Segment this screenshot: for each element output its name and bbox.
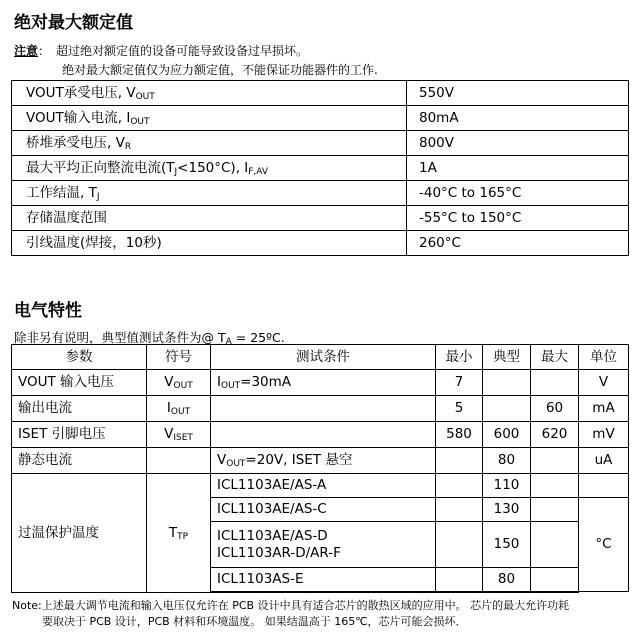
absolute-max-table: [11, 80, 629, 256]
param-cell: 桥堆承受电压, $V_R$: [12, 131, 407, 156]
symbol-cell: [147, 448, 211, 474]
section-title-absolute-max: 绝对最大额定值: [14, 13, 133, 33]
param-cell: VOUT承受电压, $V_{OUT}$: [12, 81, 407, 106]
note-text-1: 超过绝对额定值的设备可能导致设备过早损坏。: [56, 44, 309, 58]
value-cell: 1A: [407, 156, 629, 181]
param-cell: VOUT 输入电压: [12, 370, 147, 396]
unit-cell: °C: [579, 498, 629, 592]
table-row-overtemp: [12, 474, 629, 498]
intro-sub: A: [225, 337, 232, 347]
unit-cell: mV: [579, 422, 629, 448]
note-separator: ：: [38, 44, 51, 58]
table-row: [12, 156, 629, 181]
table-row: [12, 206, 629, 231]
max-cell: 620: [531, 422, 579, 448]
condition-cell: ICL1103AS-E: [211, 568, 436, 592]
param-cell: 过温保护温度: [12, 474, 147, 593]
param-cell: 引线温度(焊接，10秒): [12, 231, 407, 256]
min-cell: 7: [436, 370, 483, 396]
min-cell: [436, 568, 483, 592]
typ-cell: 150: [483, 522, 531, 568]
section-title-electrical: 电气特性: [14, 301, 82, 321]
header-max: 最大: [531, 345, 579, 370]
unit-cell: V: [579, 370, 629, 396]
header-param: 参数: [12, 345, 147, 370]
note-line-1: [14, 42, 308, 59]
typ-cell: 600: [483, 422, 531, 448]
max-cell: [531, 474, 579, 498]
value-cell: -40°C to 165°C: [407, 181, 629, 206]
max-cell: [531, 498, 579, 522]
table-row: [12, 448, 629, 474]
header-symbol: 符号: [147, 345, 211, 370]
value-cell: 80mA: [407, 106, 629, 131]
intro-text: 除非另有说明，典型值测试条件为@ T: [14, 330, 226, 345]
min-cell: [436, 448, 483, 474]
symbol-cell: $T_{TP}$: [147, 474, 211, 593]
unit-cell: uA: [579, 448, 629, 474]
min-cell: 580: [436, 422, 483, 448]
max-cell: [531, 370, 579, 396]
param-cell: VOUT输入电流, $I_{OUT}$: [12, 106, 407, 131]
unit-cell: mA: [579, 396, 629, 422]
value-cell: 260°C: [407, 231, 629, 256]
min-cell: 5: [436, 396, 483, 422]
typ-cell: 110: [483, 474, 531, 498]
header-min: 最小: [436, 345, 483, 370]
symbol-cell: $V_{ISET}$: [147, 422, 211, 448]
max-cell: [531, 522, 579, 568]
table-row: [12, 370, 629, 396]
typ-cell: 80: [483, 568, 531, 592]
typ-cell: [483, 370, 531, 396]
note-text-2: 绝对最大额定值仅为应力额定值，不能保证功能器件的工作.: [62, 63, 378, 77]
param-cell: 静态电流: [12, 448, 147, 474]
max-cell: 60: [531, 396, 579, 422]
unit-cell: [579, 474, 629, 498]
table-row: [12, 231, 629, 256]
param-cell: 工作结温, $T_J$: [12, 181, 407, 206]
electrical-table: [11, 344, 629, 593]
bottom-note-line-1: Note:上述最大调节电流和输入电压仅允许在 PCB 设计中具有适合芯片的散热区域的应用中。 芯片的最大允许功耗: [12, 599, 570, 612]
header-typ: 典型: [483, 345, 531, 370]
table-row: [12, 181, 629, 206]
param-cell: 输出电流: [12, 396, 147, 422]
value-cell: 800V: [407, 131, 629, 156]
header-condition: 测试条件: [211, 345, 436, 370]
table-row: [12, 131, 629, 156]
condition-cell: $I_{OUT}=30mA$: [211, 370, 436, 396]
max-cell: [531, 568, 579, 592]
param-cell: 最大平均正向整流电流$(T_J<150^\circ C)$, $I_{F,AV}$: [12, 156, 407, 181]
table-header-row: [12, 345, 629, 370]
min-cell: [436, 522, 483, 568]
typ-cell: 80: [483, 448, 531, 474]
max-cell: [531, 448, 579, 474]
table-row: [12, 396, 629, 422]
symbol-cell: $V_{OUT}$: [147, 370, 211, 396]
value-cell: 550V: [407, 81, 629, 106]
condition-cell: ICL1103AE/AS-C: [211, 498, 436, 522]
param-cell: 存储温度范围: [12, 206, 407, 231]
intro-post: = 25ºC.: [231, 330, 285, 345]
table-row: [12, 81, 629, 106]
condition-cell: $V_{OUT}=20V$, ISET 悬空: [211, 448, 436, 474]
value-cell: -55°C to 150°C: [407, 206, 629, 231]
note-label: 注意: [14, 44, 39, 58]
condition-cell: [211, 396, 436, 422]
table-row: [12, 106, 629, 131]
condition-cell: ICL1103AE/AS-A: [211, 474, 436, 498]
typ-cell: 130: [483, 498, 531, 522]
condition-cell: ICL1103AE/AS-D ICL1103AR-D/AR-F: [211, 522, 436, 568]
min-cell: [436, 474, 483, 498]
param-cell: ISET 引脚电压: [12, 422, 147, 448]
typ-cell: [483, 396, 531, 422]
header-unit: 单位: [579, 345, 629, 370]
bottom-note-line-2: 要取决于 PCB 设计，PCB 材料和环境温度。 如果结温高于 165℃，芯片可能会损坏．: [42, 615, 467, 628]
table-row: [12, 422, 629, 448]
condition-cell: [211, 422, 436, 448]
min-cell: [436, 498, 483, 522]
symbol-cell: $I_{OUT}$: [147, 396, 211, 422]
